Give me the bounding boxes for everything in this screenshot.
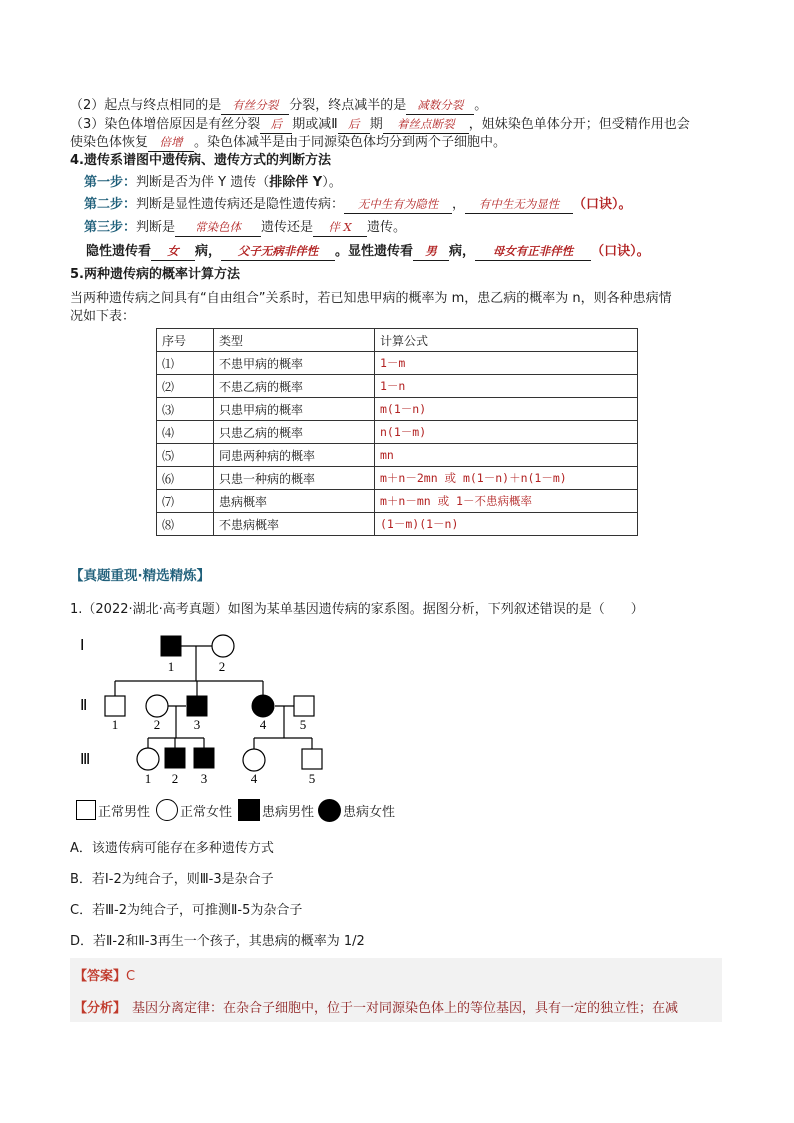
section-5-intro-1: 当两种遗传病之间具有“自由组合”关系时，若已知患甲病的概率为 m，患乙病的概率为 n，则各种患病情 — [70, 291, 672, 306]
table-row — [157, 352, 638, 375]
table-row — [157, 375, 638, 398]
table-header: 类型 — [214, 329, 375, 352]
table-cell: ⑹ — [157, 467, 214, 490]
table-header-row — [157, 329, 638, 352]
table-cell: ⑴ — [157, 352, 214, 375]
step-1-end: ）。 — [322, 175, 342, 190]
line-2-prefix: （2）起点与终点相同的是 — [70, 98, 222, 113]
table-row — [157, 421, 638, 444]
table-row — [157, 467, 638, 490]
step-3-end: 遗传。 — [367, 220, 407, 235]
affected-male-III3 — [194, 748, 214, 768]
affected-female-II4 — [252, 695, 274, 717]
text-line-3b — [70, 134, 506, 152]
table-cell: 只患乙病的概率 — [214, 421, 375, 444]
step-3-label: 第三步： — [84, 220, 137, 235]
affected-male-I1 — [161, 636, 181, 656]
table-cell-formula: m(1－n) — [375, 398, 638, 421]
step-2-text: 判断是显性遗传病还是隐性遗传病： — [136, 197, 345, 212]
rule-e: （口诀）。 — [591, 244, 650, 259]
rule-c: 。显性遗传看 — [335, 244, 414, 259]
normal-female-icon — [156, 799, 178, 821]
individual-label: 5 — [308, 771, 316, 786]
fill-blank: 后 — [338, 116, 370, 134]
individual-label: 2 — [218, 659, 226, 674]
legend-label: 患病男性 — [262, 804, 315, 820]
question-stem: 1.（2022·湖北·高考真题）如图为某单基因遗传病的家系图。据图分析，下列叙述错误的是（ ） — [70, 602, 644, 617]
step-1-text: 判断是否为伴 Y 遗传（ — [136, 175, 270, 190]
fill-blank: 倍增 — [148, 134, 194, 152]
line-3a-suffix: ，姐妹染色单体分开；但受精作用也会 — [468, 117, 690, 132]
normal-female-III1 — [137, 748, 159, 770]
section-5-title: 5.两种遗传病的概率计算方法 — [70, 267, 240, 282]
individual-label: 1 — [111, 717, 119, 732]
table-cell-formula: mn — [375, 444, 638, 467]
step-3-text: 判断是 — [136, 220, 176, 235]
answer-row — [74, 965, 135, 984]
table-header: 计算公式 — [375, 329, 638, 352]
fill-blank: 伴 X — [313, 219, 367, 237]
text-line-2 — [70, 97, 487, 115]
option-a: A．该遗传病可能存在多种遗传方式 — [70, 841, 274, 856]
rule-d: 病， — [449, 244, 476, 259]
rule-b: 病， — [195, 244, 222, 259]
table-cell: 不患病概率 — [214, 513, 375, 536]
table-cell: 不患甲病的概率 — [214, 352, 375, 375]
table-row — [157, 398, 638, 421]
step-2 — [84, 196, 632, 214]
fill-blank: 常染色体 — [175, 219, 261, 237]
individual-label: 3 — [200, 771, 208, 786]
probability-table — [156, 328, 638, 536]
table-cell: 同患两种病的概率 — [214, 444, 375, 467]
table-cell: 只患甲病的概率 — [214, 398, 375, 421]
affected-male-icon — [238, 799, 260, 821]
legend-label: 患病女性 — [343, 804, 396, 820]
individual-label: 2 — [153, 717, 161, 732]
table-cell-formula: m＋n－2mn 或 m(1－n)＋n(1－m) — [375, 467, 638, 490]
answer-box — [70, 958, 722, 1022]
individual-label: 5 — [299, 717, 307, 732]
affected-female-icon — [318, 799, 341, 822]
table-cell: 只患一种病的概率 — [214, 467, 375, 490]
option-d: D．若Ⅱ-2和Ⅱ-3再生一个孩子，其患病的概率为 1/2 — [70, 934, 365, 949]
line-3a-mid1: 期或减Ⅱ — [292, 117, 338, 132]
line-3b-suffix: 。染色体减半是由于同源染色体均分到两个子细胞中。 — [194, 135, 507, 150]
line-3a-mid2: 期 — [369, 117, 383, 132]
step-2-comma: ， — [452, 197, 466, 212]
inheritance-rule — [86, 243, 650, 261]
step-2-label: 第二步： — [84, 197, 137, 212]
line-2-suffix: 。 — [474, 98, 488, 113]
step-2-end: （口诀）。 — [573, 197, 632, 212]
normal-female-II2 — [146, 695, 168, 717]
table-row — [157, 444, 638, 467]
line-2-mid: 分裂，终点减半的是 — [289, 98, 407, 113]
generation-label: Ⅱ — [80, 698, 88, 714]
table-cell-formula: n(1－m) — [375, 421, 638, 444]
rule-a: 隐性遗传看 — [86, 244, 152, 259]
affected-male-II3 — [187, 696, 207, 716]
table-row — [157, 513, 638, 536]
individual-label: 3 — [193, 717, 201, 732]
analysis-text: 基因分离定律：在杂合子细胞中，位于一对同源染色体上的等位基因，具有一定的独立性；在减 — [132, 1001, 679, 1016]
legend-label: 正常女性 — [180, 804, 233, 820]
table-header: 序号 — [157, 329, 214, 352]
section-5-intro-2: 况如下表： — [70, 309, 136, 324]
fill-blank: 有中生无为显性 — [465, 196, 573, 214]
pedigree-legend — [76, 798, 395, 822]
normal-female-III4 — [243, 749, 265, 771]
normal-male-II1 — [105, 696, 125, 716]
text-line-3a — [70, 116, 690, 134]
legend-label: 正常男性 — [98, 804, 151, 820]
table-cell: ⑺ — [157, 490, 214, 513]
step-3 — [84, 219, 406, 237]
table-row — [157, 490, 638, 513]
normal-male-III5 — [302, 749, 322, 769]
fill-blank: 男 — [413, 243, 449, 261]
section-4-title: 4.遗传系谱图中遗传病、遗传方式的判断方法 — [70, 153, 331, 168]
individual-label: 2 — [171, 771, 179, 786]
affected-male-III2 — [165, 748, 185, 768]
table-cell: 不患乙病的概率 — [214, 375, 375, 398]
table-cell: ⑷ — [157, 421, 214, 444]
fill-blank: 女 — [151, 243, 195, 261]
answer-value: C — [126, 969, 136, 984]
table-cell: ⑻ — [157, 513, 214, 536]
fill-blank: 着丝点断裂 — [383, 116, 469, 134]
table-cell-formula: (1－m)(1－n) — [375, 513, 638, 536]
fill-blank: 无中生有为隐性 — [344, 196, 452, 214]
table-cell-formula: 1－m — [375, 352, 638, 375]
step-1-label: 第一步： — [84, 175, 137, 190]
normal-male-icon — [76, 800, 96, 820]
table-cell-formula: 1－n — [375, 375, 638, 398]
table-cell: 患病概率 — [214, 490, 375, 513]
analysis-row — [74, 997, 678, 1016]
line-3a-prefix: （3）染色体增倍原因是有丝分裂 — [70, 117, 261, 132]
step-3-mid: 遗传还是 — [261, 220, 314, 235]
generation-label: Ⅰ — [80, 638, 85, 654]
table-cell: ⑶ — [157, 398, 214, 421]
fill-blank: 母女有正非伴性 — [475, 243, 591, 261]
individual-label: 4 — [250, 771, 258, 786]
fill-blank: 减数分裂 — [406, 97, 474, 115]
individual-label: 1 — [144, 771, 152, 786]
section-title: 【真题重现·精选精炼】 — [70, 568, 211, 584]
step-1 — [84, 174, 342, 191]
option-c: C．若Ⅲ-2为纯合子，可推测Ⅱ-5为杂合子 — [70, 903, 303, 918]
fill-blank: 后 — [260, 116, 292, 134]
fill-blank: 父子无病非伴性 — [221, 243, 335, 261]
analysis-label: 【分析】 — [74, 1001, 127, 1016]
fill-blank: 有丝分裂 — [221, 97, 289, 115]
generation-label: Ⅲ — [80, 752, 91, 768]
normal-female-I2 — [212, 635, 234, 657]
line-3b-prefix: 使染色体恢复 — [70, 135, 149, 150]
normal-male-II5 — [294, 696, 314, 716]
step-1-bold: 排除伴 Y — [269, 175, 323, 190]
table-cell: ⑸ — [157, 444, 214, 467]
individual-label: 1 — [167, 659, 175, 674]
option-b: B．若Ⅰ-2为纯合子，则Ⅲ-3是杂合子 — [70, 872, 274, 887]
individual-label: 4 — [259, 717, 267, 732]
answer-label: 【答案】 — [74, 969, 127, 984]
table-cell-formula: m＋n－mn 或 1－不患病概率 — [375, 490, 638, 513]
table-cell: ⑵ — [157, 375, 214, 398]
